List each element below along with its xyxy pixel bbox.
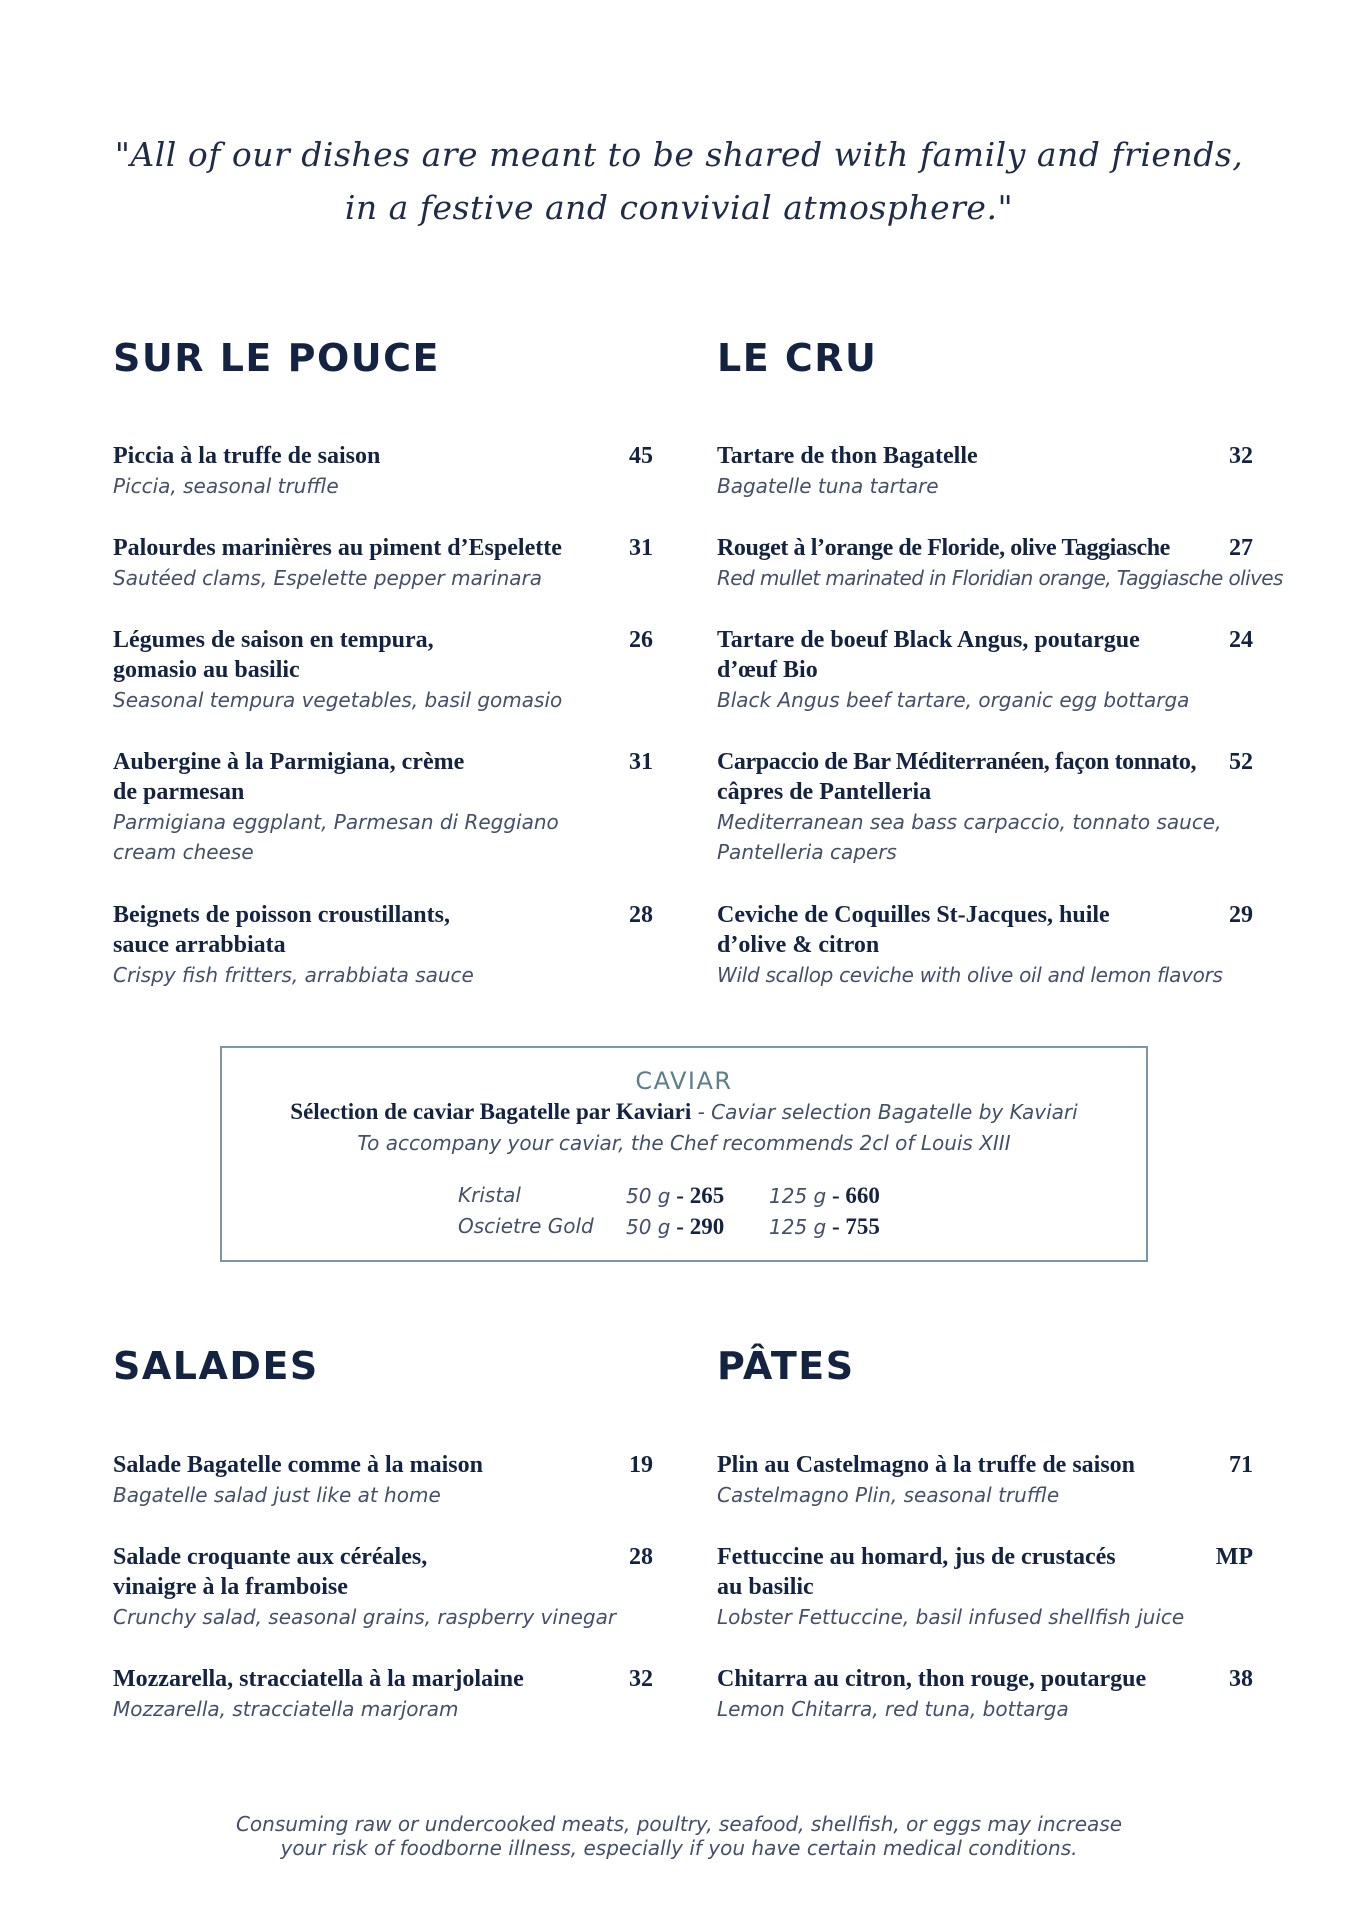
menu-item	[717, 1450, 1253, 1510]
caviar-selection	[222, 1096, 1146, 1128]
item-name-line-2: gomasio au basilic	[113, 657, 300, 683]
caviar-dash: -	[670, 1214, 690, 1239]
caviar-price: 660	[845, 1183, 880, 1208]
menu-item	[717, 441, 1253, 501]
item-name: Chitarra au citron, thon rouge, poutargue	[717, 1666, 1147, 1692]
item-name-line-1: Ceviche de Coquilles St-Jacques, huile	[717, 902, 1110, 928]
item-price: 45	[629, 443, 653, 469]
item-name	[113, 625, 653, 685]
item-description: Red mullet marinated in Floridian orange, Taggiasche olives	[717, 566, 1283, 590]
item-description-line-1: Parmigiana eggplant, Parmesan di Reggiano	[113, 810, 559, 834]
item-name-line-2: câpres de Pantelleria	[717, 779, 932, 805]
caviar-weight: 50 g	[626, 1184, 671, 1208]
caviar-selection-description: Caviar selection Bagatelle by Kaviari	[711, 1100, 1078, 1124]
menu-item	[717, 533, 1283, 593]
section-title-le-cru: LE CRU	[717, 336, 878, 380]
item-name: Tartare de thon Bagatelle	[717, 443, 978, 469]
item-name: Plin au Castelmagno à la truffe de saison	[717, 1452, 1136, 1478]
item-name	[113, 747, 653, 807]
item-price: 32	[629, 1666, 653, 1692]
menu-quote	[0, 128, 1358, 234]
item-name	[717, 625, 1253, 685]
section-title-sur-le-pouce: SUR LE POUCE	[113, 336, 440, 380]
item-price: 28	[629, 1544, 653, 1570]
item-description: Mozzarella, stracciatella marjoram	[113, 1697, 459, 1721]
caviar-name: Kristal	[458, 1183, 521, 1207]
item-name-line-2: vinaigre à la framboise	[113, 1574, 348, 1600]
quote-line-2: in a festive and convivial atmosphere."	[344, 188, 1014, 227]
item-description: Bagatelle tuna tartare	[717, 474, 939, 498]
item-description-line-2: cream cheese	[113, 840, 254, 864]
item-name	[717, 900, 1253, 960]
menu-item	[113, 900, 653, 990]
item-name-line-1: Carpaccio de Bar Méditerranéen, façon tonnato,	[717, 749, 1197, 775]
item-price: 38	[1229, 1666, 1253, 1692]
item-name-line-1: Fettuccine au homard, jus de crustacés	[717, 1544, 1116, 1570]
item-description: Seasonal tempura vegetables, basil gomasio	[113, 688, 563, 712]
quote-line-1: "All of our dishes are meant to be shared with family and friends,	[114, 135, 1244, 174]
item-description: Piccia, seasonal truffle	[113, 474, 339, 498]
item-description: Lobster Fettuccine, basil infused shellfish juice	[717, 1605, 1185, 1629]
item-name	[113, 900, 653, 960]
caviar-dash: -	[670, 1183, 690, 1208]
menu-item	[717, 1664, 1253, 1724]
caviar-price: 290	[689, 1214, 725, 1239]
caviar-weight: 125 g	[769, 1215, 827, 1239]
menu-item	[113, 1664, 653, 1724]
menu-item	[717, 900, 1253, 990]
item-price: 27	[1229, 535, 1253, 561]
caviar-weight: 125 g	[769, 1184, 827, 1208]
menu-item	[717, 747, 1253, 867]
item-name-line-1: Tartare de boeuf Black Angus, poutargue	[717, 627, 1140, 653]
item-name-line-2: d’olive & citron	[717, 932, 880, 958]
item-description	[717, 807, 1253, 867]
item-name: Palourdes marinières au piment d’Espelette	[113, 535, 562, 561]
item-price: 28	[629, 902, 653, 928]
item-price: 52	[1229, 749, 1253, 775]
menu-item	[717, 1542, 1253, 1632]
item-name: Salade Bagatelle comme à la maison	[113, 1452, 483, 1478]
menu-item	[113, 747, 653, 867]
menu-item	[113, 1542, 653, 1632]
menu-item	[113, 441, 653, 501]
item-name-line-1: Aubergine à la Parmigiana, crème	[113, 749, 465, 775]
menu-item	[113, 533, 653, 593]
item-price: MP	[1215, 1544, 1253, 1570]
section-title-salades: SALADES	[113, 1344, 319, 1388]
caviar-weight: 50 g	[626, 1215, 671, 1239]
item-name: Rouget à l’orange de Floride, olive Taggiasche	[717, 535, 1170, 561]
menu-item	[113, 1450, 653, 1510]
item-price: 32	[1229, 443, 1253, 469]
item-description-line-1: Mediterranean sea bass carpaccio, tonnato sauce,	[717, 810, 1222, 834]
item-name-line-1: Légumes de saison en tempura,	[113, 627, 434, 653]
caviar-selection-separator: -	[691, 1100, 712, 1124]
item-name	[717, 1542, 1253, 1602]
item-name: Mozzarella, stracciatella à la marjolaine	[113, 1666, 524, 1692]
caviar-box	[220, 1046, 1148, 1262]
item-description: Wild scallop ceviche with olive oil and lemon flavors	[717, 963, 1223, 987]
item-name-line-2: au basilic	[717, 1574, 814, 1600]
item-name-line-1: Beignets de poisson croustillants,	[113, 902, 450, 928]
health-disclaimer	[0, 1812, 1358, 1860]
item-description: Black Angus beef tartare, organic egg bottarga	[717, 688, 1190, 712]
item-name-line-1: Salade croquante aux céréales,	[113, 1544, 428, 1570]
caviar-selection-name: Sélection de caviar Bagatelle par Kaviari	[290, 1099, 692, 1124]
caviar-dash: -	[826, 1214, 846, 1239]
item-description	[113, 807, 653, 867]
item-description: Bagatelle salad just like at home	[113, 1483, 441, 1507]
item-price: 19	[629, 1452, 653, 1478]
menu-item	[717, 625, 1253, 715]
item-description: Sautéed clams, Espelette pepper marinara	[113, 566, 543, 590]
item-description: Castelmagno Plin, seasonal truffle	[717, 1483, 1060, 1507]
item-description: Crunchy salad, seasonal grains, raspberry vinegar	[113, 1605, 617, 1629]
item-price: 31	[629, 535, 653, 561]
item-name-line-2: de parmesan	[113, 779, 245, 805]
caviar-dash: -	[826, 1183, 846, 1208]
item-name-line-2: d’œuf Bio	[717, 657, 818, 683]
item-price: 71	[1229, 1452, 1253, 1478]
item-name-line-2: sauce arrabbiata	[113, 932, 286, 958]
disclaimer-line-2: your risk of foodborne illness, especially if you have certain medical conditions.	[280, 1836, 1078, 1860]
item-price: 31	[629, 749, 653, 775]
caviar-name: Oscietre Gold	[458, 1214, 594, 1238]
caviar-title: CAVIAR	[635, 1067, 733, 1095]
item-price: 26	[629, 627, 653, 653]
disclaimer-line-1: Consuming raw or undercooked meats, poultry, seafood, shellfish, or eggs may increase	[235, 1812, 1123, 1836]
item-description: Crispy fish fritters, arrabbiata sauce	[113, 963, 474, 987]
item-price: 24	[1229, 627, 1253, 653]
caviar-recommendation: To accompany your caviar, the Chef recommends 2cl of Louis XIII	[357, 1131, 1011, 1155]
item-price: 29	[1229, 902, 1253, 928]
item-description-line-2: Pantelleria capers	[717, 840, 897, 864]
item-name	[717, 747, 1253, 807]
item-name	[113, 1542, 653, 1602]
item-name: Piccia à la truffe de saison	[113, 443, 381, 469]
item-description: Lemon Chitarra, red tuna, bottarga	[717, 1697, 1069, 1721]
caviar-price: 265	[689, 1183, 725, 1208]
menu-item	[113, 625, 653, 715]
section-title-pates: PÂTES	[717, 1344, 855, 1388]
caviar-price: 755	[845, 1214, 880, 1239]
